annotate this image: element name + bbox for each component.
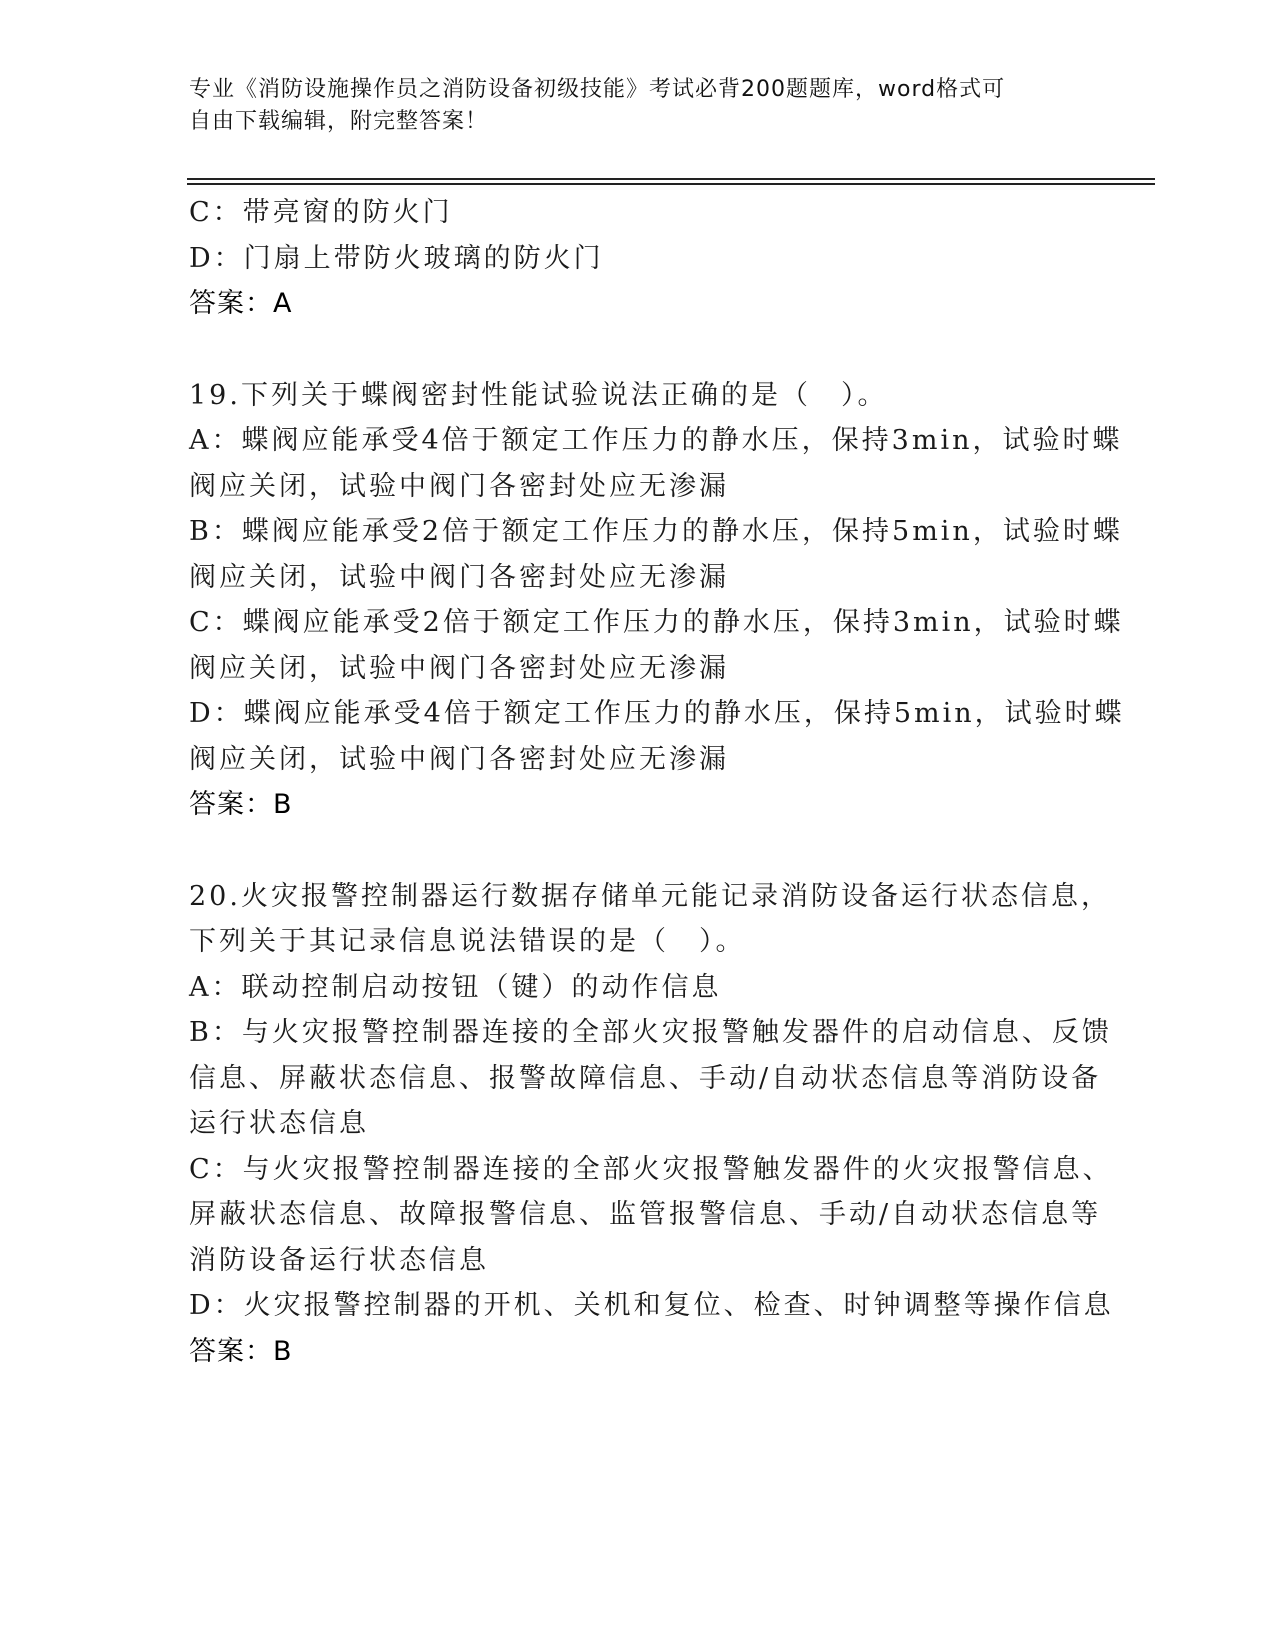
option-d-line-2: 阀应关闭，试验中阀门各密封处应无渗漏: [189, 743, 729, 775]
option-a-line-1: A：蝶阀应能承受4倍于额定工作压力的静水压，保持3min，试验时蝶: [189, 425, 1123, 456]
option-b-line-2: 信息、屏蔽状态信息、报警故障信息、手动/自动状态信息等消防设备: [189, 1062, 1102, 1094]
previous-question-tail: [189, 190, 1089, 327]
header-line-1: 专业《消防设施操作员之消防设备初级技能》考试必背200题题库，word格式可: [189, 77, 1006, 102]
answer-line: 答案：A: [189, 288, 293, 319]
option-b-line-1: B：与火灾报警控制器连接的全部火灾报警触发器件的启动信息、反馈: [189, 1017, 1112, 1048]
question-19: [189, 373, 1125, 828]
option-c-line-1: C：蝶阀应能承受2倍于额定工作压力的静水压，保持3min，试验时蝶: [189, 607, 1124, 638]
option-b-line-2: 阀应关闭，试验中阀门各密封处应无渗漏: [189, 561, 729, 593]
option-d-line-1: D：蝶阀应能承受4倍于额定工作压力的静水压，保持5min，试验时蝶: [189, 698, 1125, 729]
question-stem-line-2: 下列关于其记录信息说法错误的是（ ）。: [189, 926, 746, 957]
option-b-line-3: 运行状态信息: [189, 1108, 369, 1139]
option-d: [189, 691, 1125, 782]
option-b: [189, 1010, 1112, 1147]
option-d: D：火灾报警控制器的开机、关机和复位、检查、时钟调整等操作信息: [189, 1290, 1114, 1321]
spacer: [189, 828, 1089, 874]
header-rule-bottom: [187, 183, 1155, 185]
option-c: C：带亮窗的防火门: [189, 197, 453, 228]
question-stem: 19.下列关于蝶阀密封性能试验说法正确的是（ ）。: [189, 379, 888, 411]
answer-line: 答案：B: [189, 1335, 293, 1367]
question-stem-line-1: 20.火灾报警控制器运行数据存储单元能记录消防设备运行状态信息，: [189, 880, 1111, 912]
option-a: [189, 418, 1123, 509]
option-c-line-1: C：与火灾报警控制器连接的全部火灾报警触发器件的火灾报警信息、: [189, 1153, 1113, 1185]
option-a: A：联动控制启动按钮（键）的动作信息: [189, 971, 722, 1003]
option-d: D：门扇上带防火玻璃的防火门: [189, 242, 604, 274]
document-header: [189, 74, 1069, 138]
option-c-line-3: 消防设备运行状态信息: [189, 1244, 489, 1276]
spacer: [189, 327, 1089, 373]
option-b-line-1: B：蝶阀应能承受2倍于额定工作压力的静水压，保持5min，试验时蝶: [189, 516, 1123, 547]
option-c-line-2: 阀应关闭，试验中阀门各密封处应无渗漏: [189, 652, 729, 684]
question-20: [189, 874, 1114, 1375]
document-body: [189, 190, 1125, 1374]
option-a-line-2: 阀应关闭，试验中阀门各密封处应无渗漏: [189, 470, 729, 502]
header-rule-top: [187, 178, 1155, 180]
option-c: [189, 600, 1124, 691]
option-c: [189, 1147, 1113, 1284]
header-line-2: 自由下载编辑，附完整答案！: [189, 109, 489, 134]
option-b: [189, 509, 1123, 600]
answer-line: 答案：B: [189, 789, 293, 820]
option-c-line-2: 屏蔽状态信息、故障报警信息、监管报警信息、手动/自动状态信息等: [189, 1199, 1102, 1230]
